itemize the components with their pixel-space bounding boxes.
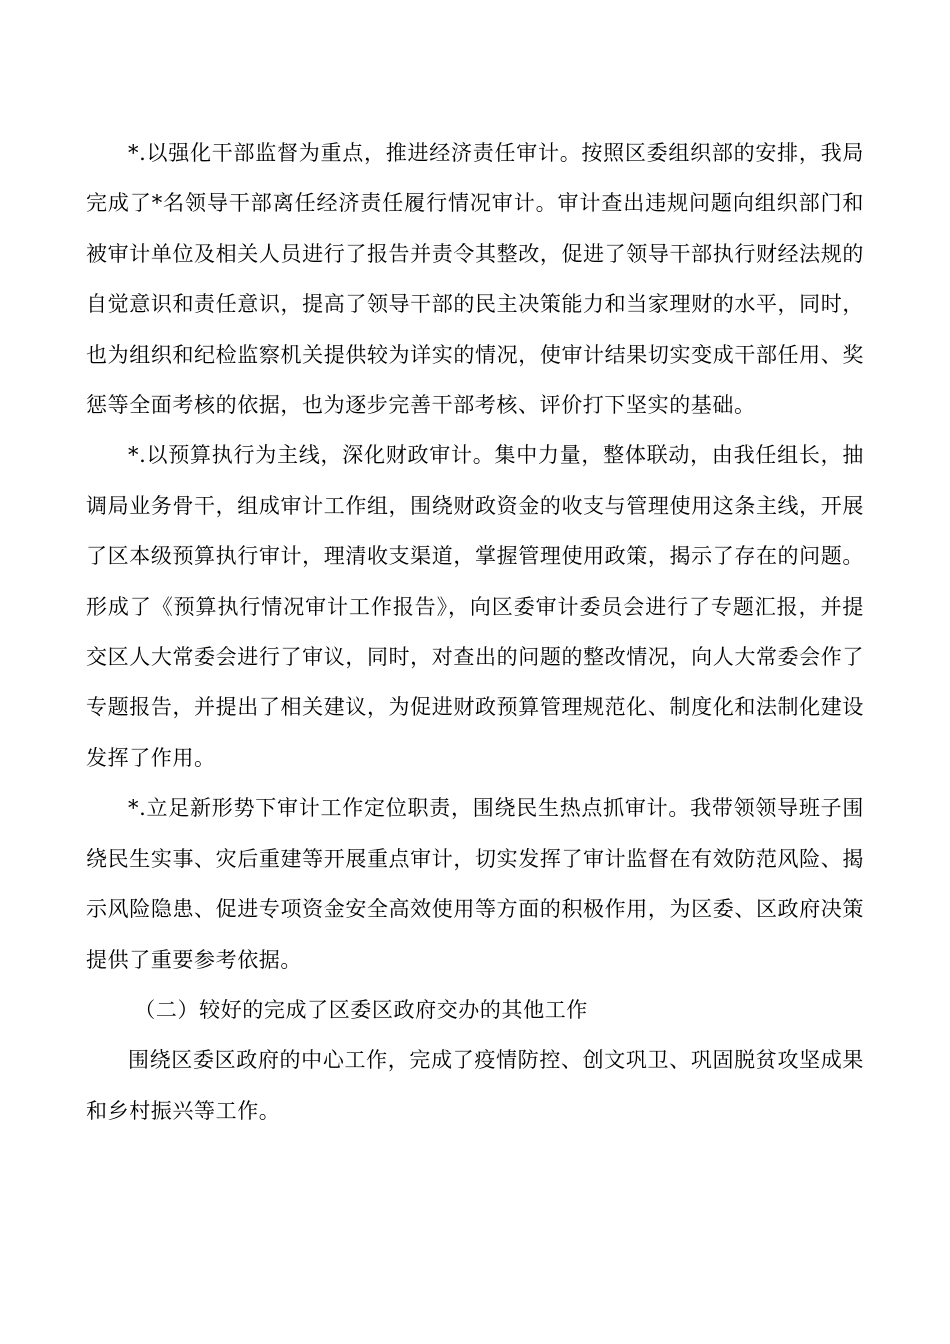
section-heading: （二）较好的完成了区委区政府交办的其他工作 (134, 997, 588, 1022)
paragraph-budget-execution-audit: *.以预算执行为主线，深化财政审计。集中力量，整体联动，由我任组长，抽调局业务骨干，组成审计工作组，围绕财政资金的收支与管理使用这条主线，开展了区本级预算执行审计，理清收支渠道，掌握管理使用政策，揭示了存在的问题。形成了《预算执行情况审计工作报告》，向区委审计委员会进行了专题汇报，并提交区人大常委会进行了审议，同时，对查出的问题的整改情况，向人大常委会作了专题报告，并提出了相关建议，为促进财政预算管理规范化、制度化和法制化建设发挥了作用。 (86, 443, 864, 770)
paragraph-economic-responsibility-audit: *.以强化干部监督为重点，推进经济责任审计。按照区委组织部的安排，我局完成了*名领导干部离任经济责任履行情况审计。审计查出违规问题向组织部门和被审计单位及相关人员进行了报告并责令其整改，促进了领导干部执行财经法规的自觉意识和责任意识，提高了领导干部的民主决策能力和当家理财的水平，同时，也为组织和纪检监察机关提供较为详实的情况，使审计结果切实变成干部任用、奖惩等全面考核的依据，也为逐步完善干部考核、评价打下坚实的基础。 (86, 141, 864, 418)
paragraph-livelihood-audit: *.立足新形势下审计工作定位职责，围绕民生热点抓审计。我带领领导班子围绕民生实事、灾后重建等开展重点审计，切实发挥了审计监督在有效防范风险、揭示风险隐患、促进专项资金安全高效使用等方面的积极作用，为区委、区政府决策提供了重要参考依据。 (86, 796, 864, 972)
document-body (86, 128, 864, 1136)
paragraph-other-work: 围绕区委区政府的中心工作，完成了疫情防控、创文巩卫、巩固脱贫攻坚成果和乡村振兴等工作。 (86, 1048, 864, 1123)
